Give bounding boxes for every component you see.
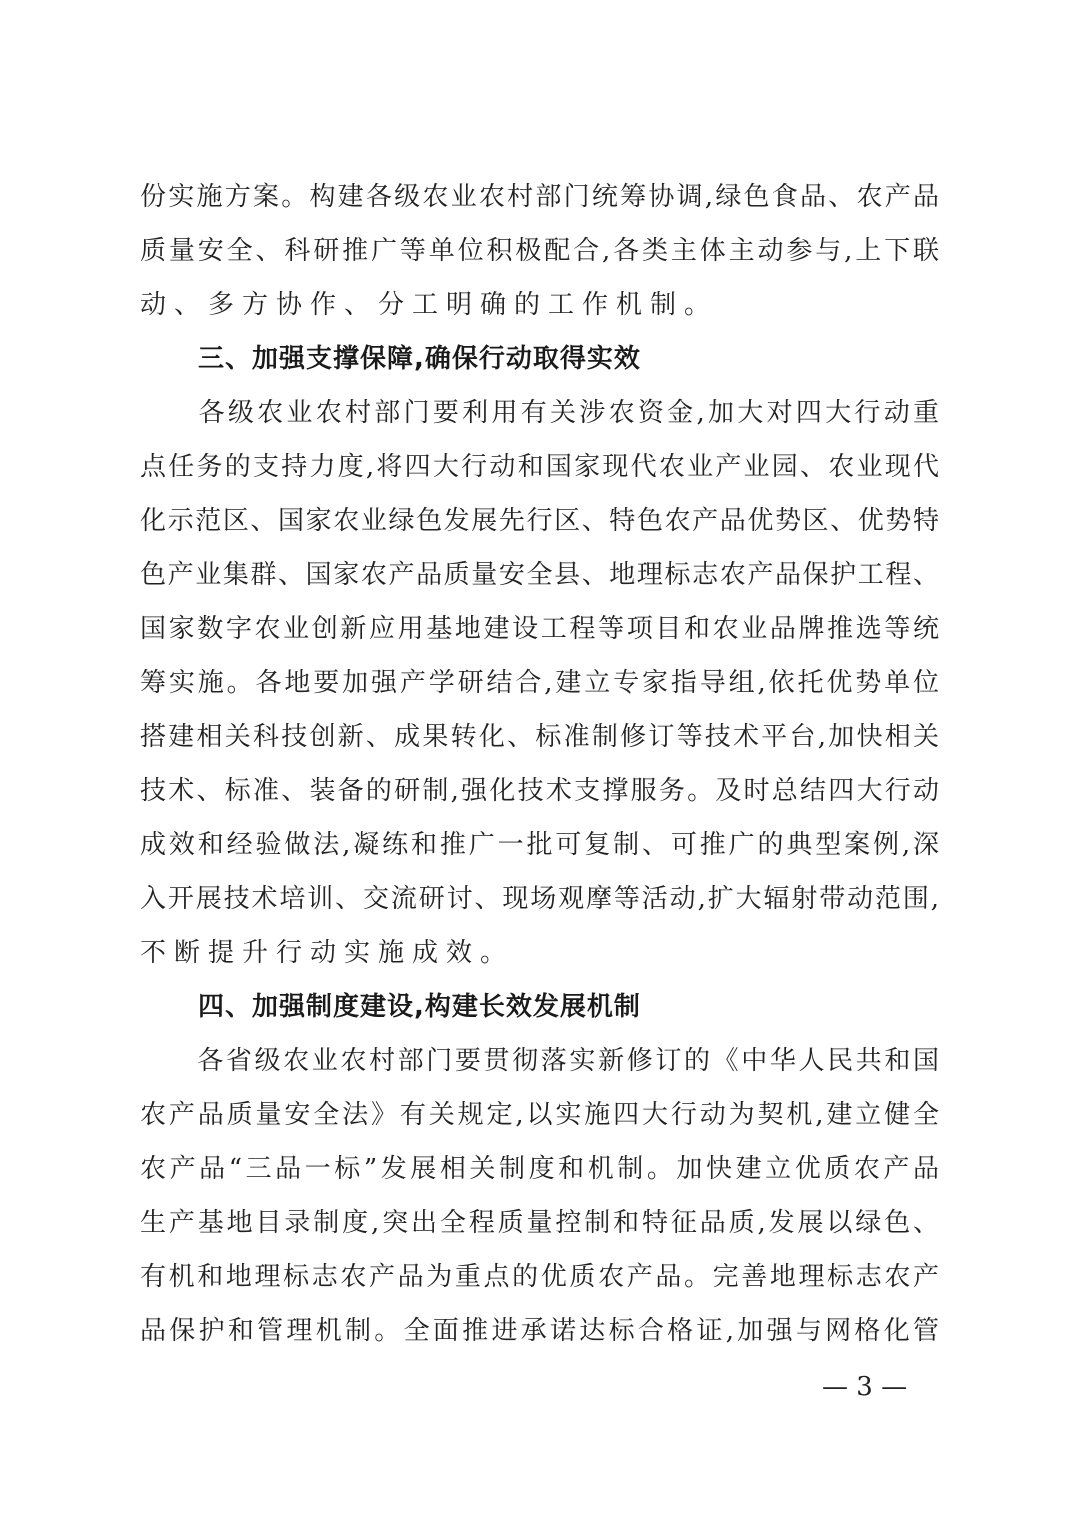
text-line: 生产基地目录制度,突出全程质量控制和特征品质,发展以绿色、 xyxy=(140,1208,940,1238)
text-line: 农产品“三品一标”发展相关制度和机制。加快建立优质农产品 xyxy=(140,1154,940,1184)
text-line: 各级农业农村部门要利用有关涉农资金,加大对四大行动重 xyxy=(140,398,940,428)
paragraph-2 xyxy=(140,386,940,980)
text-line: 品保护和管理机制。全面推进承诺达标合格证,加强与网格化管 xyxy=(140,1316,940,1346)
text-line: 色产业集群、国家农产品质量安全县、地理标志农产品保护工程、 xyxy=(140,560,940,590)
text-line: 国家数字农业创新应用基地建设工程等项目和农业品牌推选等统 xyxy=(140,614,940,644)
text-line: 化示范区、国家农业绿色发展先行区、特色农产品优势区、优势特 xyxy=(140,506,940,536)
text-line: 动、多方协作、分工明确的工作机制。 xyxy=(140,290,719,320)
page-number: — 3 — xyxy=(822,1372,908,1402)
text-line: 质量安全、科研推广等单位积极配合,各类主体主动参与,上下联 xyxy=(140,236,940,266)
section-heading-4: 四、加强制度建设,构建长效发展机制 xyxy=(198,992,641,1022)
text-line: 筹实施。各地要加强产学研结合,建立专家指导组,依托优势单位 xyxy=(140,668,940,698)
text-line: 有机和地理标志农产品为重点的优质农产品。完善地理标志农产 xyxy=(140,1262,940,1292)
text-line: 各省级农业农村部门要贯彻落实新修订的《中华人民共和国 xyxy=(140,1046,940,1076)
section-heading-3: 三、加强支撑保障,确保行动取得实效 xyxy=(198,344,641,374)
text-line: 技术、标准、装备的研制,强化技术支撑服务。及时总结四大行动 xyxy=(140,776,940,806)
text-line: 成效和经验做法,凝练和推广一批可复制、可推广的典型案例,深 xyxy=(140,830,940,860)
text-line: 点任务的支持力度,将四大行动和国家现代农业产业园、农业现代 xyxy=(140,452,940,482)
text-line: 搭建相关科技创新、成果转化、标准制修订等技术平台,加快相关 xyxy=(140,722,940,752)
paragraph-3 xyxy=(140,1034,940,1358)
document-body xyxy=(140,170,940,1358)
text-line: 入开展技术培训、交流研讨、现场观摩等活动,扩大辐射带动范围, xyxy=(140,884,940,914)
text-line: 不断提升行动实施成效。 xyxy=(140,938,515,968)
paragraph-1 xyxy=(140,170,940,332)
text-line: 份实施方案。构建各级农业农村部门统筹协调,绿色食品、农产品 xyxy=(140,182,940,212)
text-line: 农产品质量安全法》有关规定,以实施四大行动为契机,建立健全 xyxy=(140,1100,940,1130)
